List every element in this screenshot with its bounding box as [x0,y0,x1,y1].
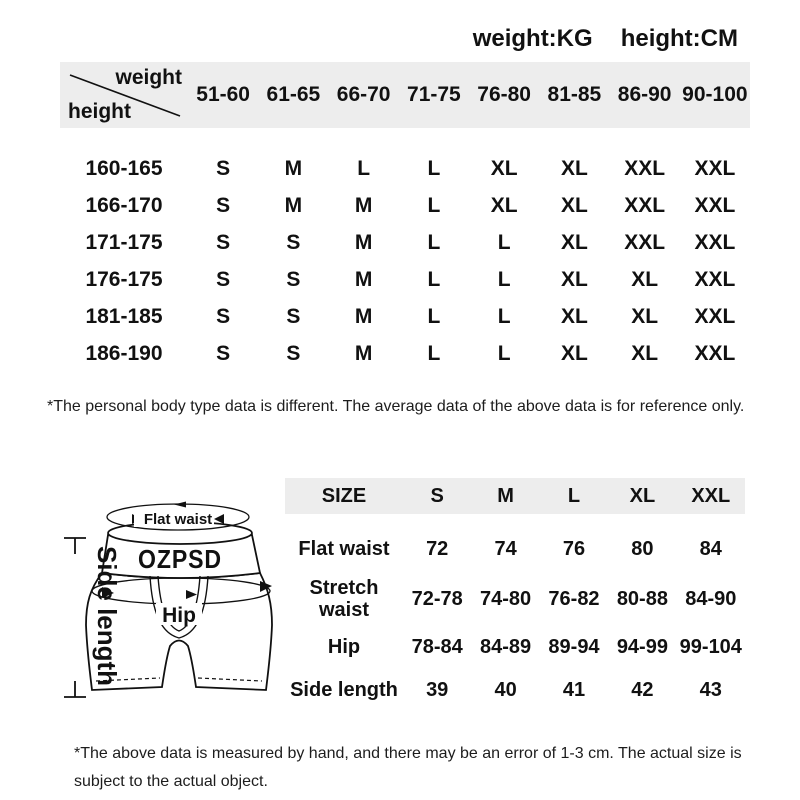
size-cell: XL [490,156,518,180]
size-cell: S [216,304,231,328]
size-cell: XXL [694,341,736,365]
side-length-line [64,538,86,697]
size-cell: S [216,156,231,180]
corner-weight-label: weight [115,66,182,89]
measurement-value: 42 [631,678,654,701]
measurement-label: Hip [327,636,361,658]
corner-cell [60,62,188,128]
measurement-value: 40 [494,678,517,701]
weight-column-header: 51-60 [196,83,250,106]
size-cell: M [354,230,373,254]
size-cell: XL [560,267,588,291]
measurement-value: 41 [562,678,586,701]
size-cell: M [354,341,373,365]
measurement-table [285,478,745,712]
size-cell: XL [560,230,588,254]
measurement-value: 80 [631,537,654,560]
measurement-value: 72 [426,537,449,560]
measurement-label: Stretch waist [309,577,379,621]
size-cell: L [497,304,511,328]
size-cell: XXL [694,304,736,328]
column-header: S [430,484,444,507]
size-cell: S [286,341,301,365]
height-range: 181-185 [85,304,163,328]
size-cell: XXL [694,193,736,217]
measurement-value: 80-88 [616,587,668,610]
size-cell: XL [560,193,588,217]
size-cell: S [286,230,301,254]
side-length-label: Side length [92,545,122,687]
measurement-label: Side length [290,679,398,701]
measurement-header-row [285,478,745,514]
size-cell: XXL [624,230,666,254]
size-cell: XL [631,267,659,291]
measurement-value: 84 [699,537,722,560]
measurement-value: 76-82 [548,587,600,610]
height-weight-size-table [60,62,750,372]
size-cell: M [354,304,373,328]
table-row [285,668,745,712]
table-row [60,261,750,298]
hip-label: Hip [162,604,196,627]
size-cell: S [216,341,231,365]
size-table-body [60,150,750,372]
weight-column-header: 81-85 [547,83,602,106]
size-cell: M [354,193,373,217]
size-cell: L [497,230,511,254]
size-cell: XL [490,193,518,217]
shorts-measurement-diagram [38,485,290,727]
measurement-value: 84-89 [480,635,532,658]
reference-note: *The personal body type data is different. The average data of the above data is for reference only. [47,398,745,415]
column-header: L [567,484,581,507]
size-cell: XXL [694,156,736,180]
corner-height-label: height [68,100,131,123]
size-cell: XXL [624,193,666,217]
size-cell: S [216,267,231,291]
size-cell: S [286,304,301,328]
column-header: M [497,484,514,507]
table-row [285,626,745,668]
size-cell: XXL [694,267,736,291]
table-row [285,526,745,572]
table-row [60,298,750,335]
size-cell: L [427,304,441,328]
size-cell: XL [560,156,588,180]
weight-column-header: 76-80 [477,83,531,106]
size-cell: XL [631,341,659,365]
measurement-value: 89-94 [548,635,600,658]
flat-waist-top-arrow [174,502,186,508]
measurement-value: 99-104 [679,635,742,658]
height-range: 166-170 [85,193,163,217]
height-range: 171-175 [85,230,163,254]
weight-unit-label: weight:KG [472,25,593,52]
size-cell: L [497,341,511,365]
size-cell: XL [560,304,588,328]
units-legend [473,25,738,53]
size-cell: L [357,156,371,180]
measurement-label: Flat waist [298,538,390,560]
brand-logo: OZPSD [138,544,222,574]
table-row [60,335,750,372]
size-cell: M [354,267,373,291]
measurement-value: 74-80 [480,587,532,610]
weight-column-header: 86-90 [617,83,672,106]
height-range: 186-190 [85,341,163,365]
height-unit-label: height:CM [620,25,738,52]
weight-column-header: 61-65 [266,83,321,106]
height-range: 160-165 [85,156,163,180]
measurement-value: 72-78 [411,587,463,610]
column-header: XXL [691,484,731,507]
size-cell: L [427,341,441,365]
measurement-value: 74 [494,537,517,560]
size-cell: L [497,267,511,291]
size-cell: L [427,193,441,217]
measurement-value: 78-84 [411,635,463,658]
weight-column-header: 90-100 [682,83,748,106]
size-cell: S [216,193,231,217]
measurement-value: 84-90 [685,587,737,610]
column-header: SIZE [321,484,367,507]
column-header: XL [629,484,656,507]
height-range: 176-175 [85,267,163,291]
table-row [285,572,745,626]
measurement-value: 39 [426,678,449,701]
measurement-value: 76 [562,537,586,560]
accuracy-note: *The above data is measured by hand, and there may be an error of 1-3 cm. The actual size is subject to the actual object. [74,745,742,790]
measurement-value: 94-99 [616,635,668,658]
table-row [60,150,750,187]
size-cell: XXL [694,230,736,254]
size-cell: L [427,230,441,254]
table-row [60,187,750,224]
measurement-value: 43 [699,678,722,701]
size-table-header-row [60,62,750,128]
weight-column-header: 71-75 [407,83,461,106]
size-cell: M [284,156,303,180]
size-cell: L [427,267,441,291]
size-cell: L [427,156,441,180]
size-cell: XL [560,341,588,365]
size-cell: S [216,230,231,254]
weight-column-header: 66-70 [336,83,391,106]
size-cell: XXL [624,156,666,180]
flat-waist-label: Flat waist [143,511,213,528]
size-cell: S [286,267,301,291]
table-row [60,224,750,261]
size-cell: M [284,193,303,217]
size-cell: XL [631,304,659,328]
